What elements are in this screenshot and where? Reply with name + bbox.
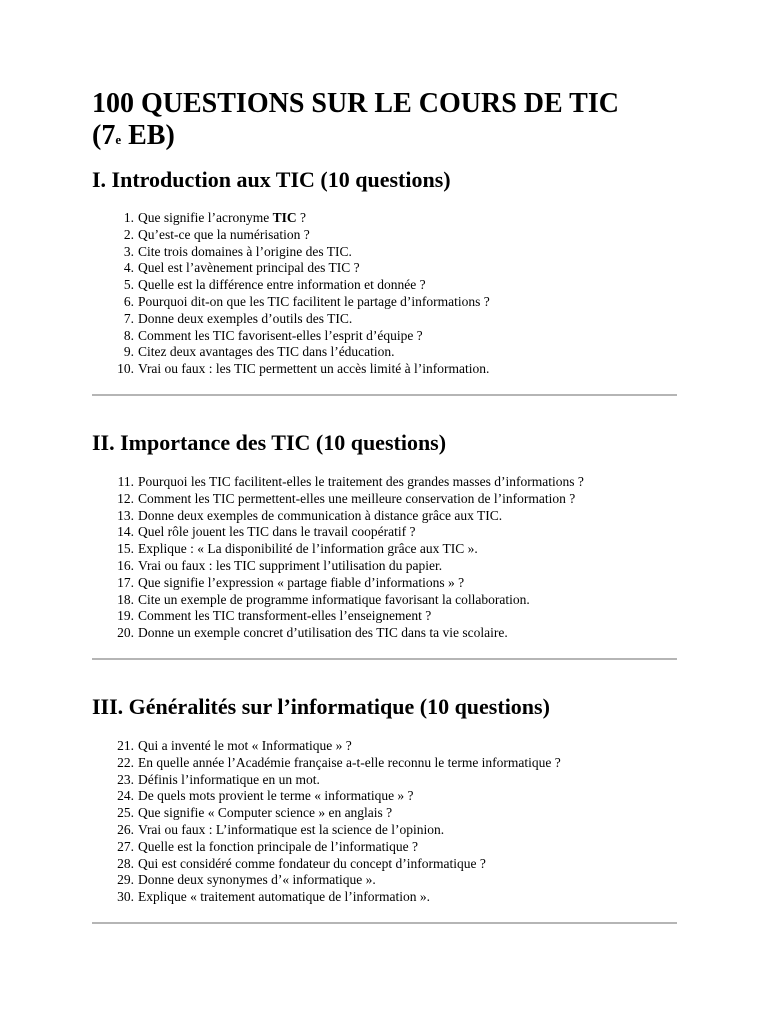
question-text: Citez deux avantages des TIC dans l’éducation. bbox=[138, 344, 395, 360]
question-number: 25. bbox=[117, 805, 134, 821]
question-text: Pourquoi les TIC facilitent-elles le traitement des grandes masses d’informations ? bbox=[138, 473, 584, 489]
document-title bbox=[92, 88, 677, 152]
question-item bbox=[92, 311, 677, 328]
question-text: Cite un exemple de programme informatique favorisant la collaboration. bbox=[138, 591, 530, 607]
question-number: 19. bbox=[117, 608, 134, 624]
question-number: 24. bbox=[117, 788, 134, 804]
title-suffix: EB) bbox=[121, 120, 175, 151]
question-number: 21. bbox=[117, 737, 134, 753]
question-item bbox=[92, 344, 677, 361]
question-text: Explique « traitement automatique de l’information ». bbox=[138, 889, 431, 905]
question-number: 12. bbox=[117, 490, 134, 506]
question-item bbox=[92, 328, 677, 345]
question-item bbox=[92, 227, 677, 244]
question-item bbox=[92, 788, 677, 805]
question-number: 22. bbox=[117, 754, 134, 770]
question-number: 9. bbox=[123, 344, 134, 360]
question-text: Cite trois domaines à l’origine des TIC. bbox=[138, 243, 352, 259]
question-text: Donne un exemple concret d’utilisation des TIC dans ta vie scolaire. bbox=[138, 625, 508, 641]
title-superscript: e bbox=[115, 132, 122, 147]
question-item bbox=[92, 772, 677, 789]
question-number: 11. bbox=[117, 473, 134, 489]
question-item bbox=[92, 856, 677, 873]
question-text-end: ? bbox=[296, 210, 306, 225]
question-text: Vrai ou faux : les TIC suppriment l’utilisation du papier. bbox=[138, 557, 443, 573]
question-number: 26. bbox=[117, 821, 134, 837]
question-item bbox=[92, 541, 677, 558]
question-item bbox=[92, 738, 677, 755]
question-text: Donne deux exemples d’outils des TIC. bbox=[138, 310, 353, 326]
question-text: Quel rôle jouent les TIC dans le travail coopératif ? bbox=[138, 524, 416, 540]
question-item bbox=[92, 822, 677, 839]
question-text: Que signifie l’acronyme bbox=[138, 210, 273, 225]
question-item bbox=[92, 839, 677, 856]
section-heading-introduction: I. Introduction aux TIC (10 questions) bbox=[92, 167, 451, 192]
question-item bbox=[92, 260, 677, 277]
question-number: 20. bbox=[117, 625, 134, 641]
section-divider bbox=[92, 658, 677, 660]
question-list-section-1 bbox=[92, 210, 677, 378]
question-text: Vrai ou faux : les TIC permettent un accès limité à l’information. bbox=[138, 361, 490, 377]
question-number: 2. bbox=[123, 226, 134, 242]
question-item bbox=[92, 277, 677, 294]
question-text: Que signifie l’expression « partage fiable d’informations » ? bbox=[138, 574, 465, 590]
question-number: 27. bbox=[117, 838, 134, 854]
question-list-section-3 bbox=[92, 738, 677, 906]
question-item bbox=[92, 361, 677, 378]
question-text: Quel est l’avènement principal des TIC ? bbox=[138, 260, 360, 276]
question-text: Comment les TIC favorisent-elles l’esprit d’équipe ? bbox=[138, 327, 423, 343]
question-text: Comment les TIC permettent-elles une meilleure conservation de l’information ? bbox=[138, 490, 576, 506]
question-text: Explique : « La disponibilité de l’information grâce aux TIC ». bbox=[138, 541, 478, 557]
question-bold-term: TIC bbox=[272, 210, 297, 225]
question-number: 6. bbox=[123, 293, 134, 309]
question-number: 8. bbox=[123, 327, 134, 343]
section-heading-generalites: III. Généralités sur l’informatique (10 questions) bbox=[92, 693, 550, 719]
question-text: Définis l’informatique en un mot. bbox=[138, 771, 320, 787]
document-page bbox=[92, 88, 677, 924]
question-number: 3. bbox=[123, 243, 134, 259]
question-item bbox=[92, 244, 677, 261]
question-item bbox=[92, 294, 677, 311]
question-text: Donne deux synonymes d’« informatique ». bbox=[138, 872, 376, 888]
question-item bbox=[92, 608, 677, 625]
question-text: En quelle année l’Académie française a-t-elle reconnu le terme informatique ? bbox=[138, 754, 561, 770]
question-number: 5. bbox=[123, 277, 134, 293]
question-text: Quelle est la fonction principale de l’informatique ? bbox=[138, 838, 419, 854]
question-item bbox=[92, 210, 677, 227]
question-item bbox=[92, 592, 677, 609]
question-item bbox=[92, 872, 677, 889]
section-divider bbox=[92, 394, 677, 396]
question-number: 1. bbox=[123, 210, 134, 225]
question-number: 14. bbox=[117, 524, 134, 540]
question-item bbox=[92, 575, 677, 592]
question-text: Vrai ou faux : L’informatique est la science de l’opinion. bbox=[138, 821, 445, 837]
question-text: Qui est considéré comme fondateur du concept d’informatique ? bbox=[138, 855, 486, 871]
question-number: 13. bbox=[117, 507, 134, 523]
question-item bbox=[92, 524, 677, 541]
question-text: Quelle est la différence entre information et donnée ? bbox=[138, 277, 426, 293]
question-item bbox=[92, 558, 677, 575]
question-text: Qui a inventé le mot « Informatique » ? bbox=[138, 737, 352, 753]
question-number: 17. bbox=[117, 574, 134, 590]
question-item bbox=[92, 474, 677, 491]
question-text: Que signifie « Computer science » en anglais ? bbox=[138, 805, 393, 821]
question-item bbox=[92, 491, 677, 508]
question-number: 23. bbox=[117, 771, 134, 787]
section-heading-importance: II. Importance des TIC (10 questions) bbox=[92, 429, 447, 455]
question-number: 18. bbox=[117, 591, 134, 607]
question-item bbox=[92, 755, 677, 772]
title-prefix: (7 bbox=[92, 120, 116, 151]
question-number: 28. bbox=[117, 855, 134, 871]
question-text: Qu’est-ce que la numérisation ? bbox=[138, 226, 310, 242]
question-item bbox=[92, 889, 677, 906]
question-item bbox=[92, 625, 677, 642]
question-list-section-2 bbox=[92, 474, 677, 642]
question-text: Donne deux exemples de communication à distance grâce aux TIC. bbox=[138, 507, 503, 523]
question-number: 16. bbox=[117, 557, 134, 573]
title-main: 100 QUESTIONS SUR LE COURS DE TIC bbox=[92, 88, 619, 119]
question-number: 30. bbox=[117, 889, 134, 905]
question-text: Comment les TIC transforment-elles l’enseignement ? bbox=[138, 608, 432, 624]
question-number: 29. bbox=[117, 872, 134, 888]
question-number: 15. bbox=[117, 541, 134, 557]
question-number: 7. bbox=[123, 310, 134, 326]
question-number: 10. bbox=[117, 361, 134, 377]
section-divider bbox=[92, 922, 677, 924]
question-text: De quels mots provient le terme « informatique » ? bbox=[138, 788, 414, 804]
question-item bbox=[92, 805, 677, 822]
question-number: 4. bbox=[123, 260, 134, 276]
question-text: Pourquoi dit-on que les TIC facilitent le partage d’informations ? bbox=[138, 293, 490, 309]
question-item bbox=[92, 508, 677, 525]
